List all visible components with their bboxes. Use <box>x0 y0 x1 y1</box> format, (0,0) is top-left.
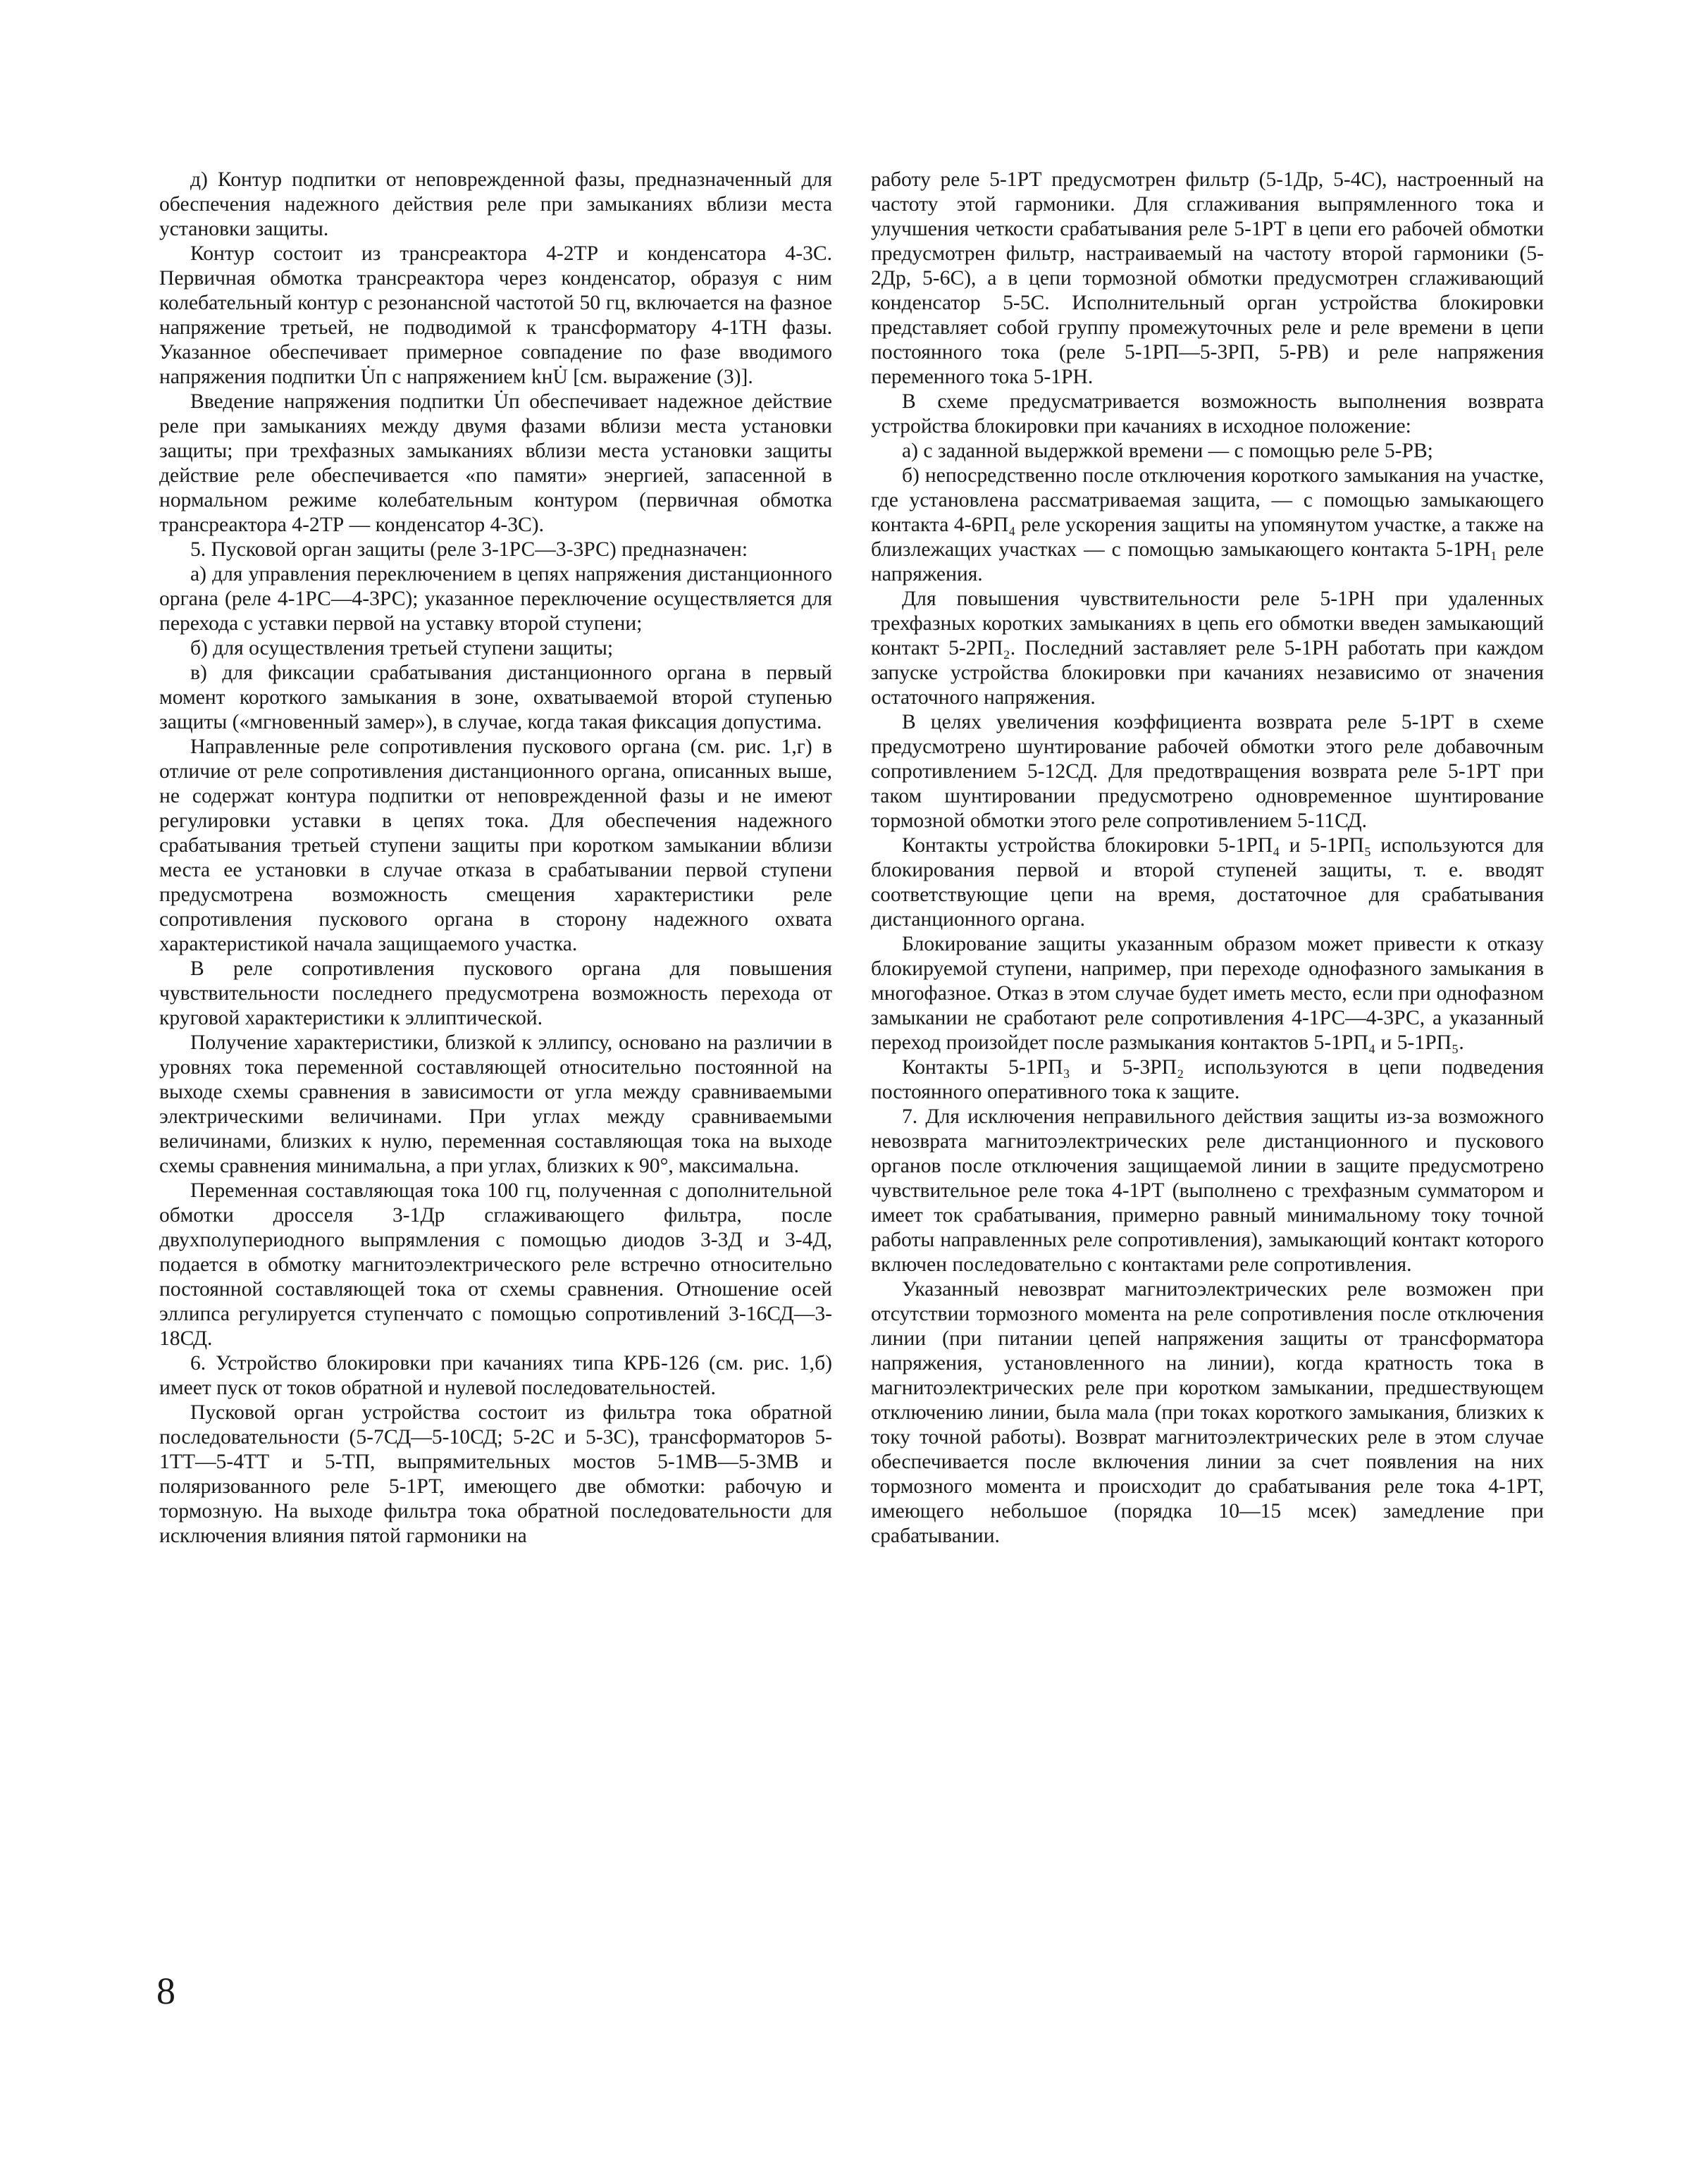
paragraph: 6. Устройство блокировки при качаниях типа КРБ-126 (см. рис. 1,б) имеет пуск от токов обратной и нулевой последовательностей. <box>159 1352 832 1399</box>
right-column <box>871 168 1544 1549</box>
page-number: 8 <box>156 1970 175 2012</box>
paragraph: а) для управления переключением в цепях напряжения дистанционного органа (реле 4-1РС—4-3РС); указанное переключение осуществляется для перехода с уставки первой на уставку второй ступени; <box>159 563 832 635</box>
paragraph: Введение напряжения подпитки U̇п обеспечивает надежное действие реле при замыканиях между двумя фазами вблизи места установки защиты; при трехфазных замыканиях вблизи места установки защиты действие реле обеспечивается «по памяти» энергией, запасенной в нормальном режиме колебательным контуром (первичная обмотка трансреактора 4-2ТР — конденсатор 4-3С). <box>159 390 832 536</box>
paragraph: 7. Для исключения неправильного действия защиты из-за возможного невозврата магнитоэлектрических реле дистанционного и пускового органов после отключения защищаемой линии в защите предусмотрено чувствительное реле тока 4-1РТ (выполнено с трехфазным сумматором и имеет ток срабатывания, примерно равный минимальному току точной работы направленных реле сопротивления), замыкающий контакт которого включен последовательно с контактами реле сопротивления. <box>871 1105 1544 1276</box>
paragraph: Направленные реле сопротивления пускового органа (см. рис. 1,г) в отличие от реле сопротивления дистанционного органа, описанных выше, не содержат контура подпитки от неповрежденной фазы и не имеют регулировки уставки в цепях тока. Для обеспечения надежного срабатывания третьей ступени защиты при коротком замыкании вблизи места ее установки в случае отказа в срабатывании первой ступени предусмотрена возможность смещения характеристики реле сопротивления пускового органа в сторону надежного охвата характеристикой начала защищаемого участка. <box>159 736 832 955</box>
paragraph: Контакты 5-1РП₃ и 5-3РП₂ используются в цепи подведения постоянного оперативного тока к защите. <box>871 1056 1544 1103</box>
paragraph: Контакты устройства блокировки 5-1РП₄ и 5-1РП₅ используются для блокирования первой и второй ступеней защиты, т. е. вводят соответствующие цепи на время, достаточное для срабатывания дистанционного органа. <box>871 834 1544 931</box>
paragraph: Пусковой орган устройства состоит из фильтра тока обратной последовательности (5-7СД—5-10СД; 5-2С и 5-3С), трансформаторов 5-1ТТ—5-4ТТ и 5-ТП, выпрямительных мостов 5-1МВ—5-3МВ и поляризованного реле 5-1РТ, имеющего две обмотки: рабочую и тормозную. На выходе фильтра тока обратной последовательности для исключения влияния пятой гармоники на <box>159 1401 832 1547</box>
left-column <box>159 168 832 1549</box>
paragraph: работу реле 5-1РТ предусмотрен фильтр (5-1Др, 5-4С), настроенный на частоту этой гармоники. Для сглаживания выпрямленного тока и улучшения четкости срабатывания реле 5-1РТ в цепи его рабочей обмотки предусмотрен фильтр, настраиваемый на частоту второй гармоники (5-2Др, 5-6С), а в цепи тормозной обмотки предусмотрен сглаживающий конденсатор 5-5С. Исполнительный орган устройства блокировки представляет собой группу промежуточных реле и реле времени в цепи постоянного тока (реле 5-1РП—5-3РП, 5-РВ) и реле напряжения переменного тока 5-1РН. <box>871 168 1544 388</box>
paragraph: В реле сопротивления пускового органа для повышения чувствительности последнего предусмотрена возможность перехода от круговой характеристики к эллиптической. <box>159 957 832 1029</box>
paragraph: Контур состоит из трансреактора 4-2ТР и конденсатора 4-3С. Первичная обмотка трансреактора через конденсатор, образуя с ним колебательный контур с резонансной частотой 50 гц, включается на фазное напряжение третьей, не подводимой к трансформатору 4-1ТН фазы. Указанное обеспечивает примерное совпадение по фазе вводимого напряжения подпитки U̇п с напряжением kнU̇ [см. выражение (3)]. <box>159 242 832 388</box>
paragraph: а) с заданной выдержкой времени — с помощью реле 5-РВ; <box>902 440 1433 462</box>
paragraph: Получение характеристики, близкой к эллипсу, основано на различии в уровнях тока переменной составляющей относительно постоянной на выходе схемы сравнения в зависимости от угла между сравниваемыми электрическими величинами. При углах между сравниваемыми величинами, близких к нулю, переменная составляющая тока на выходе схемы сравнения минимальна, а при углах, близких к 90°, максимальна. <box>159 1031 832 1177</box>
paragraph: д) Контур подпитки от неповрежденной фазы, предназначенный для обеспечения надежного действия реле при замыканиях вблизи места установки защиты. <box>159 168 832 240</box>
paragraph: Переменная составляющая тока 100 гц, полученная с дополнительной обмотки дросселя 3-1Др сглаживающего фильтра, после двухполупериодного выпрямления с помощью диодов 3-3Д и 3-4Д, подается в обмотку магнитоэлектрического реле встречно относительно постоянной составляющей тока от схемы сравнения. Отношение осей эллипса регулируется ступенчато с помощью сопротивлений 3-16СД—3-18СД. <box>159 1179 832 1350</box>
paragraph: в) для фиксации срабатывания дистанционного органа в первый момент короткого замыкания в зоне, охватываемой второй ступенью защиты («мгновенный замер»), в случае, когда такая фиксация допустима. <box>159 662 832 733</box>
paragraph: 5. Пусковой орган защиты (реле 3-1РС—3-3РС) предназначен: <box>190 538 748 561</box>
paragraph: б) непосредственно после отключения короткого замыкания на участке, где установлена рассматриваемая защита, — с помощью замыкающего контакта 4-6РП₄ реле ускорения защиты на упомянутом участке, а также на близлежащих участках — с помощью замыкающего контакта 5-1РН₁ реле напряжения. <box>871 464 1544 585</box>
paragraph: В целях увеличения коэффициента возврата реле 5-1РТ в схеме предусмотрено шунтирование рабочей обмотки этого реле добавочным сопротивлением 5-12СД. Для предотвращения возврата реле 5-1РТ при таком шунтировании предусмотрено одновременное шунтирование тормозной обмотки этого реле сопротивлением 5-11СД. <box>871 711 1544 832</box>
paragraph: Блокирование защиты указанным образом может привести к отказу блокируемой ступени, например, при переходе однофазного замыкания в многофазное. Отказ в этом случае будет иметь место, если при однофазном замыкании не сработают реле сопротивления 4-1РС—4-3РС, а указанный переход произойдет после размыкания контактов 5-1РП₄ и 5-1РП₅. <box>871 933 1544 1054</box>
paragraph: В схеме предусматривается возможность выполнения возврата устройства блокировки при качаниях в исходное положение: <box>871 390 1544 438</box>
paragraph: б) для осуществления третьей ступени защиты; <box>190 637 614 659</box>
paragraph: Для повышения чувствительности реле 5-1РН при удаленных трехфазных коротких замыканиях в цепь его обмотки введен замыкающий контакт 5-2РП₂. Последний заставляет реле 5-1РН работать при каждом запуске устройства блокировки при качаниях независимо от значения остаточного напряжения. <box>871 588 1544 709</box>
paragraph: Указанный невозврат магнитоэлектрических реле возможен при отсутствии тормозного момента на реле сопротивления после отключения линии (при питании цепей напряжения защиты от трансформатора напряжения, установленного на линии), когда кратность тока в магнитоэлектрических реле при коротком замыкании, предшествующем отключению линии, была мала (при токах короткого замыкания, близких к току точной работы). Возврат магнитоэлектрических реле в этом случае обеспечивается после включения линии за счет появления на них тормозного момента и происходит до срабатывания реле тока 4-1РТ, имеющего небольшое (порядка 10—15 мсек) замедление при срабатывании. <box>871 1278 1544 1547</box>
